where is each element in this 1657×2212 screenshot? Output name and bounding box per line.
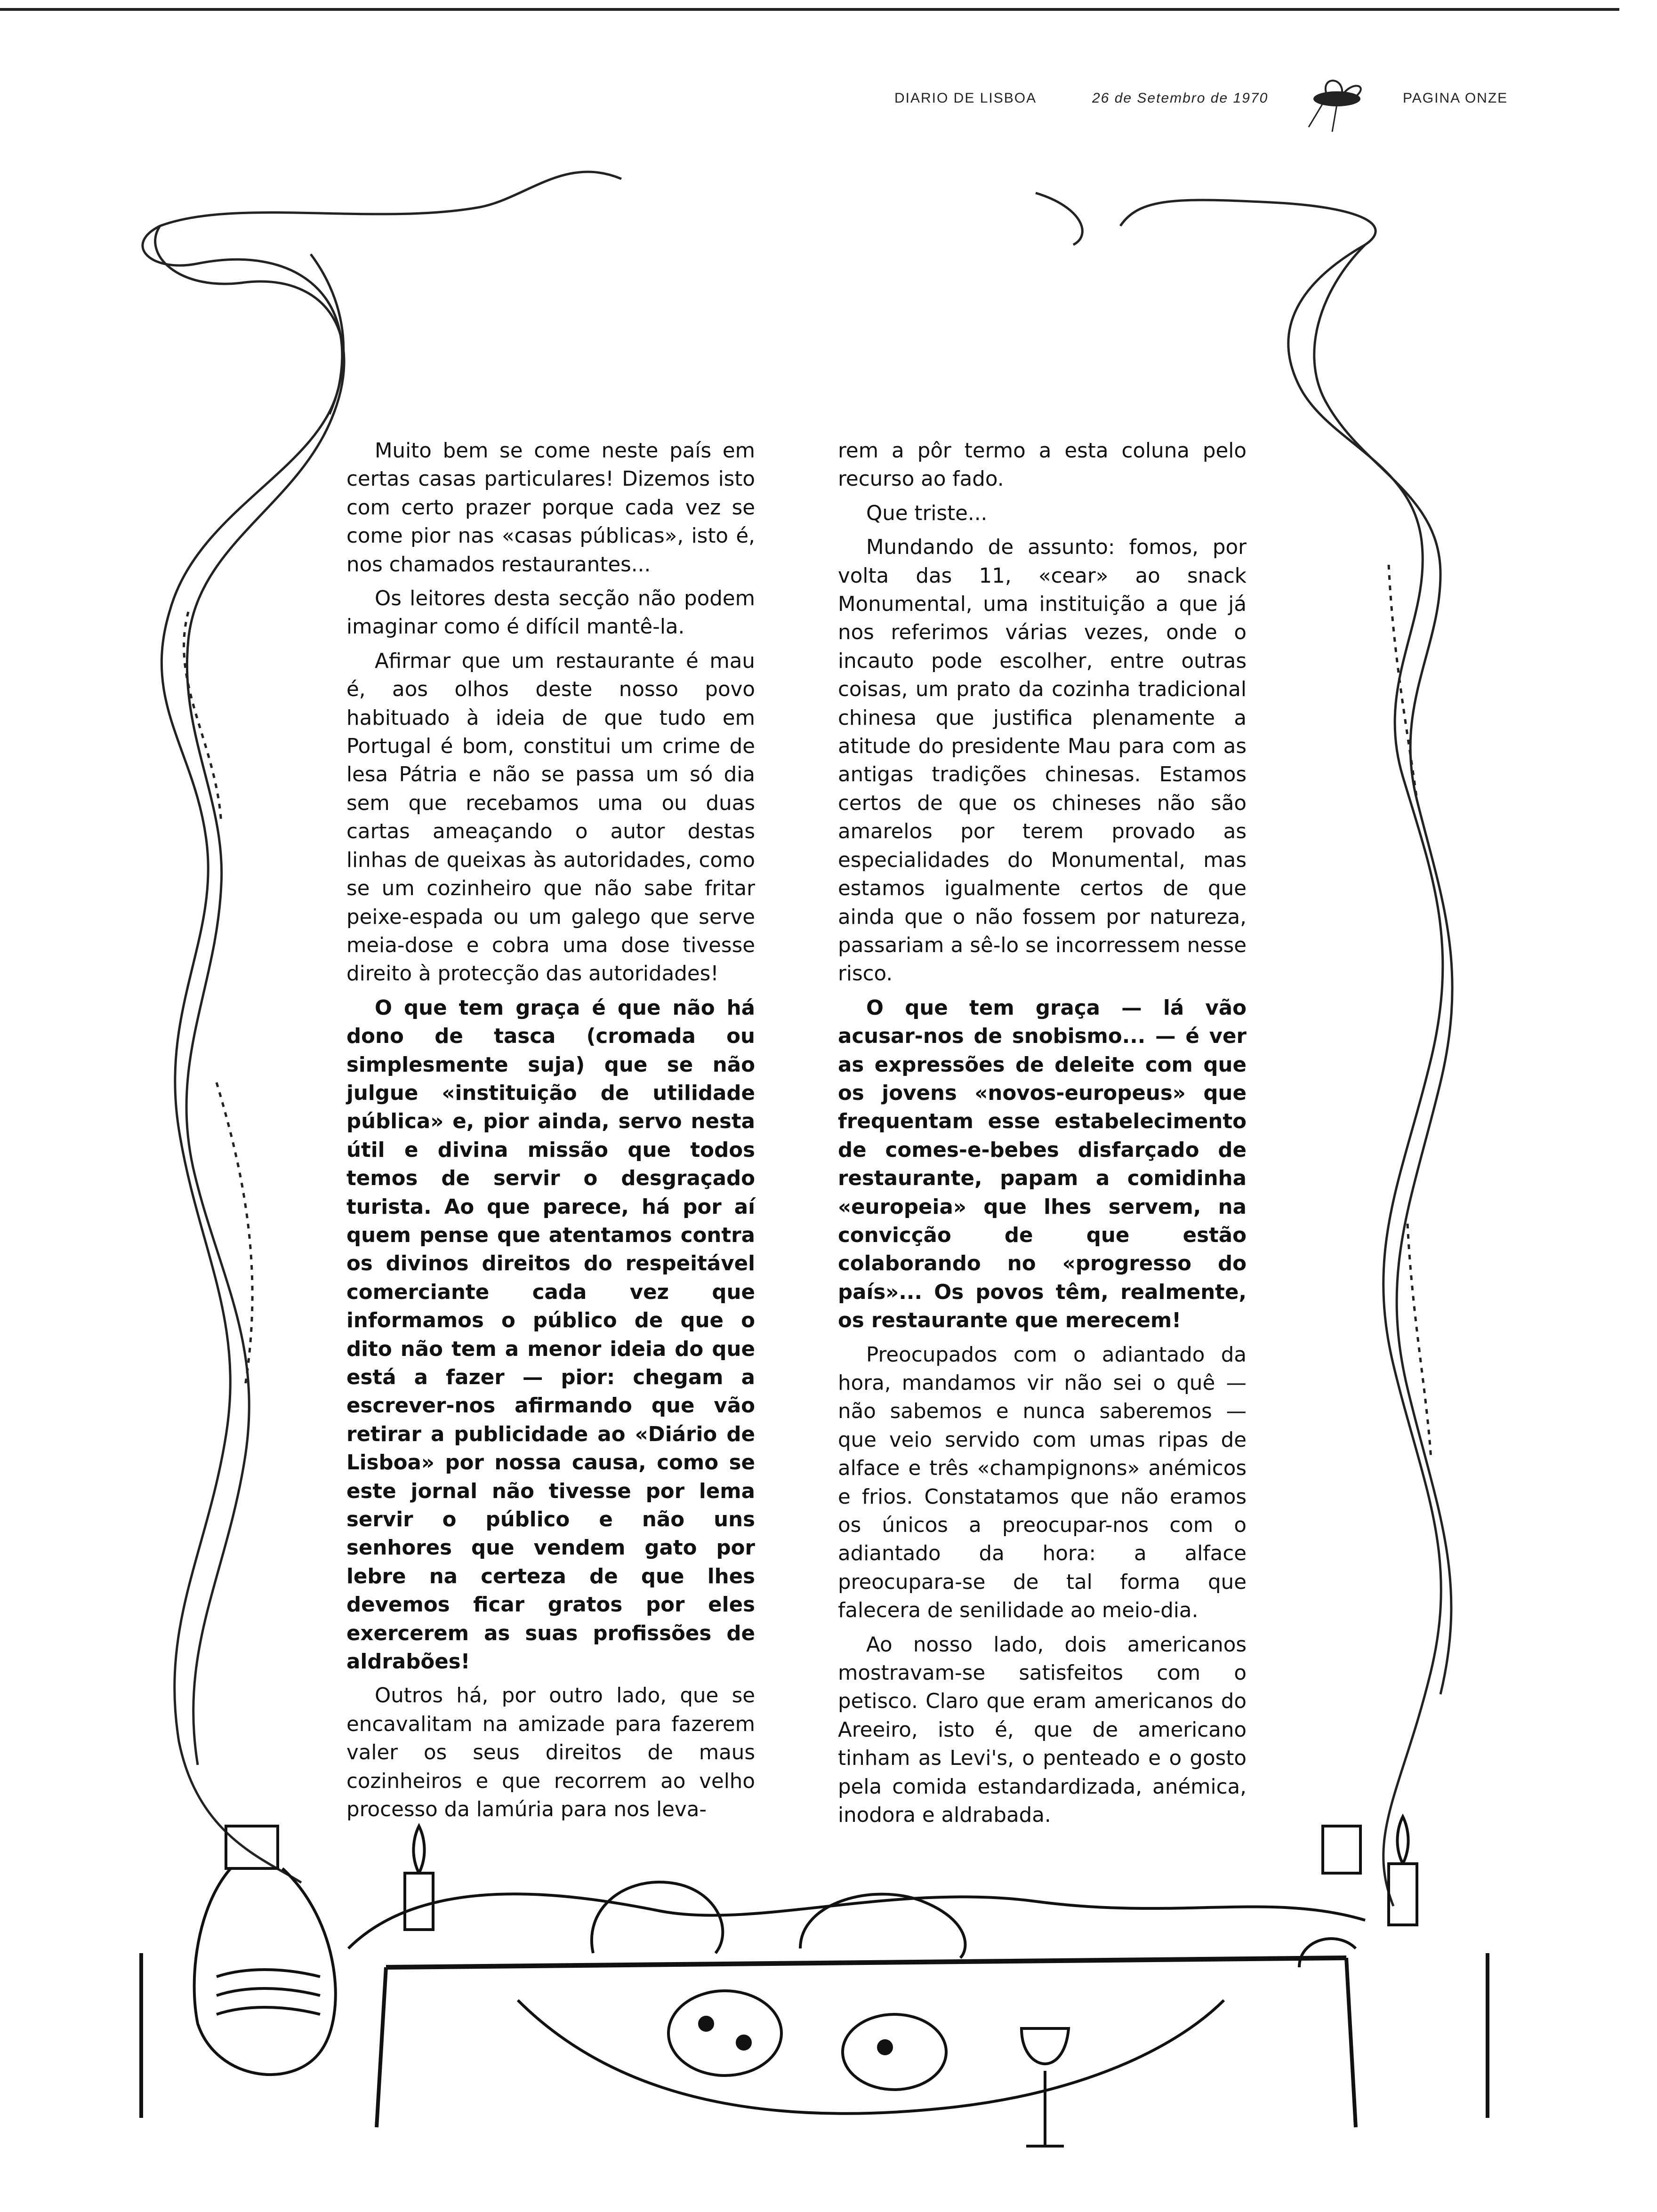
paragraph: Afirmar que um restaurante é mau é, aos olhos deste nosso povo habituado à ideia de que tudo em Portugal é bom, constitui um crime de lesa Pátria e não se passa um só dia sem que recebamos uma ou duas cartas ameaçando o autor destas linhas de queixas às autoridades, como se um cozinheiro que não sabe fritar peixe-espada ou um galego que serve meia-dose e cobra uma dose tivesse direito à protecção das autoridades! [346, 649, 755, 986]
paragraph: O que tem graça é que não há dono de tasca (cromada ou simplesmente suja) que se não julgue «instituição de utilidade pública» e, pior ainda, servo nesta útil e divina missão que todos temos de servir o desgraçado turista. Ao que parece, há por aí quem pense que atentamos contra os divinos direitos do respeitável comerciante cada vez que informamos o público de que o dito não tem a menor ideia do que está a fazer — pior: chegam a escrever-nos afirmando que vão retirar a publicidade ao «Diário de Lisboa» por nossa causa, como se este jornal não tivesse por lema servir o público e não uns senhores que vendem gato por lebre na certeza de que lhes devemos ficar gratos por eles exercerem as suas profissões de aldrabões! [346, 996, 755, 1674]
publication-date: 26 de Setembro de 1970 [1092, 90, 1269, 106]
article-column-left [346, 437, 755, 1830]
paragraph: Outros há, por outro lado, que se encavalitam na amizade para fazerem valer os seus direitos de maus cozinheiros e que recorrem ao velho processo da lamúria para nos leva- [346, 1684, 755, 1822]
paragraph: Ao nosso lado, dois americanos mostravam-se satisfeitos com o petisco. Claro que eram americanos do Areeiro, isto é, que de americano tinham as Levi's, o penteado e o gosto pela comida estandardizada, anémica, inodora e aldrabada. [838, 1633, 1247, 1827]
bottle-icon [194, 1826, 336, 2075]
wine-glass-icon [1022, 1826, 1360, 2146]
paragraph: rem a pôr termo a esta coluna pelo recurso ao fado. [838, 439, 1247, 491]
paragraph: O que tem graça — lá vão acusar-nos de snobismo... — é ver as expressões de deleite com que os jovens «novos-europeus» que frequentam esse estabelecimento de comes-e-bebes disfarçado de restaurante, papam a comidinha «europeia» que lhes servem, na convicção de que estão colaborando no «progresso do país»... Os povos têm, realmente, os restaurante que merecem! [838, 996, 1247, 1333]
newspaper-name: DIARIO DE LISBOA [894, 90, 1037, 106]
page-header [894, 90, 1544, 128]
article-column-right [838, 437, 1247, 1835]
paragraph: Mundando de assunto: fomos, por volta das 11, «cear» ao snack Monumental, uma instituição a que já nos referimos várias vezes, onde o incauto pode escolher, entre outras coisas, um prato da cozinha tradicional chinesa que justifica plenamente a atitude do presidente Mau para com as antigas tradições chinesas. Estamos certos de que os chineses não são amarelos por terem provado as especialidades do Monumental, mas estamos igualmente certos de que ainda que o não fossem por natureza, passariam a sê-lo se incorressem nesse risco. [838, 536, 1247, 986]
table-legs [141, 1953, 1488, 2127]
food-platter-icon [348, 1882, 1365, 2114]
page-number: PAGINA ONZE [1403, 90, 1508, 106]
paragraph: Que triste... [866, 501, 988, 525]
paragraph: Muito bem se come neste país em certas casas particulares! Dizemos isto com certo prazer porque cada vez se come pior nas «casas públicas», isto é, nos chamados restaurantes... [346, 439, 755, 577]
paragraph: Preocupados com o adiantado da hora, mandamos vir não sei o quê — não sabemos e nunca saberemos — que veio servido com umas ripas de alface e três «champignons» anémicos e frios. Constatamos que não eramos os únicos a preocupar-nos com o adiantado da hora: a alface preocupara-se de tal forma que falecera de senilidade ao meio-dia. [838, 1343, 1247, 1623]
paragraph: Os leitores desta secção não podem imaginar como é difícil mantê-la. [346, 587, 755, 639]
